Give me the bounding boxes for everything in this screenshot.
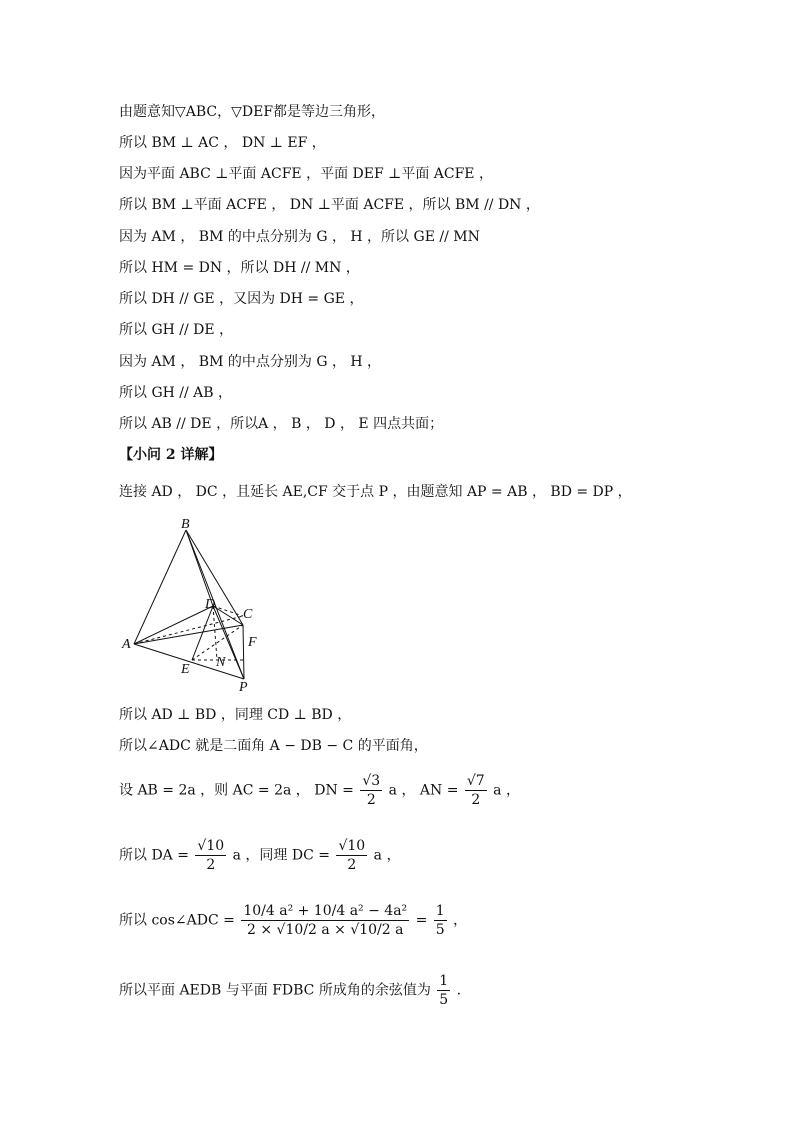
fraction-cos [241, 902, 409, 939]
formula-4-end: . [456, 982, 462, 999]
text-line-2: 所以 BM ⊥ AC ， DN ⊥ EF ， [119, 135, 326, 151]
formula-2-end: a ， [373, 847, 401, 864]
fraction-da-numerator: √10 [197, 838, 225, 854]
formula-3-end: ， [453, 912, 468, 929]
fraction-dc [336, 837, 367, 874]
vertex-label-f: F [248, 635, 257, 650]
text-line-4: 所以 BM ⊥平面 ACFE ， DN ⊥平面 ACFE ，所以 BM // DN ， [119, 197, 540, 213]
fraction-dc-numerator: √10 [338, 838, 366, 854]
text-line-7: 所以 DH // GE ，又因为 DH = GE ， [119, 291, 364, 307]
formula-line-4 [119, 972, 461, 1009]
section-heading: 【小问 2 详解】 [119, 447, 223, 463]
vertex-label-p: P [239, 680, 248, 694]
fraction-an-denominator: 2 [471, 792, 481, 808]
solid-edges [134, 530, 244, 679]
text-line-10: 所以 GH // AB ， [119, 385, 233, 401]
formula-4-prefix: 所以平面 AEDB 与平面 FDBC 所成角的余弦值为 [119, 982, 431, 999]
text-line-13: 连接 AD ， DC ，且延长 AE,CF 交于点 P ，由题意知 AP = AB ， BD = DP ， [119, 484, 632, 500]
formula-1-middle: a ， AN = [388, 782, 459, 799]
fraction-result-numerator: 1 [435, 903, 445, 919]
fraction-cos-denominator: 2 × √10/2 a × √10/2 a [247, 922, 404, 938]
formula-2-middle: a ，同理 DC = [232, 847, 330, 864]
vertex-label-n: N [216, 655, 226, 670]
text-line-14: 所以 AD ⊥ BD ，同理 CD ⊥ BD ， [119, 707, 352, 723]
text-line-3: 因为平面 ABC ⊥平面 ACFE ，平面 DEF ⊥平面 ACFE ， [119, 166, 493, 182]
formula-line-2 [119, 837, 400, 874]
formula-2-prefix: 所以 DA = [119, 847, 189, 864]
vertex-label-d: D [205, 597, 216, 612]
formula-3-equals: = [415, 912, 428, 929]
text-line-1: 由题意知▽ABC，▽DEF都是等边三角形， [119, 104, 386, 120]
fraction-answer [437, 972, 450, 1009]
formula-1-end: a ， [493, 782, 520, 799]
hidden-edges [134, 606, 244, 660]
fraction-da-denominator: 2 [206, 857, 216, 873]
fraction-dn-denominator: 2 [366, 792, 376, 808]
fraction-dc-denominator: 2 [347, 857, 357, 873]
fraction-an-numerator: √7 [466, 773, 485, 789]
formula-line-1 [119, 772, 520, 809]
fraction-cos-numerator: 10/4 a² + 10/4 a² − 4a² [243, 903, 408, 919]
tetrahedron-figure [110, 512, 280, 694]
vertex-label-b: B [181, 517, 190, 532]
text-line-15: 所以∠ADC 就是二面角 A − DB − C 的平面角， [119, 738, 428, 754]
vertex-label-c: C [243, 607, 253, 622]
fraction-result [434, 902, 447, 939]
formula-1-prefix: 设 AB = 2a ，则 AC = 2a ， DN = [119, 782, 354, 799]
text-line-9: 因为 AM ， BM 的中点分别为 G ， H ， [119, 354, 382, 370]
fraction-dn [360, 772, 382, 809]
formula-line-3 [119, 902, 467, 939]
formula-3-prefix: 所以 cos∠ADC = [119, 912, 235, 929]
text-line-8: 所以 GH // DE ， [119, 322, 234, 338]
fraction-result-denominator: 5 [435, 922, 445, 938]
fraction-answer-numerator: 1 [439, 973, 449, 989]
fraction-da [195, 837, 226, 874]
vertex-label-a: A [122, 637, 131, 652]
text-line-11: 所以 AB // DE ，所以A ， B ， D ， E 四点共面； [119, 416, 444, 432]
fraction-dn-numerator: √3 [362, 773, 381, 789]
text-line-5: 因为 AM ， BM 的中点分别为 G ， H ，所以 GE // MN [119, 229, 480, 245]
fraction-answer-denominator: 5 [439, 992, 449, 1008]
vertex-label-e: E [181, 662, 190, 677]
text-line-6: 所以 HM = DN ，所以 DH // MN ， [119, 260, 360, 276]
fraction-an [465, 772, 487, 809]
